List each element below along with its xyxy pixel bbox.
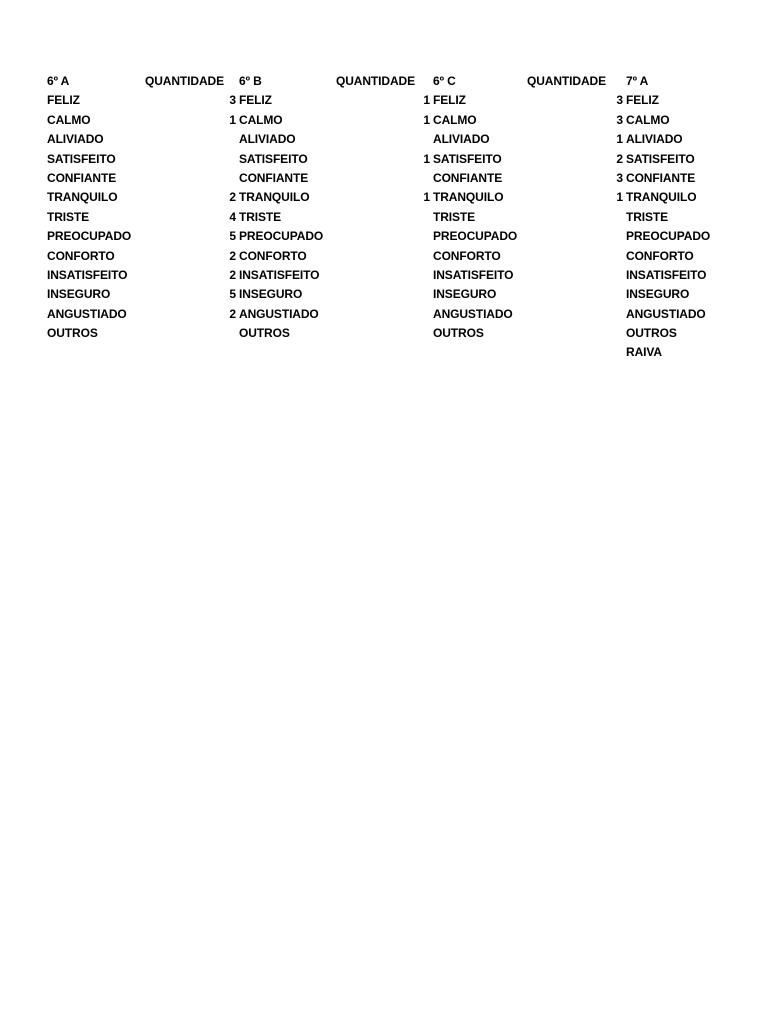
table-row (0, 266, 768, 285)
header-class-7a: 7º A (626, 74, 649, 88)
cell-label-6b: CONFIANTE (239, 170, 309, 185)
cell-quantity-6c: 3 (616, 170, 623, 185)
cell-label-6b: SATISFEITO (239, 151, 308, 166)
cell-label-7a: SATISFEITO (626, 151, 695, 166)
cell-label-6b: OUTROS (239, 326, 290, 341)
cell-label-6c: INSEGURO (433, 287, 497, 302)
cell-quantity-6a: 2 (229, 248, 236, 263)
cell-quantity-6c: 3 (616, 112, 623, 127)
table-row (0, 91, 768, 110)
cell-label-6c: SATISFEITO (433, 151, 502, 166)
cell-label-6b: TRANQUILO (239, 190, 310, 205)
cell-label-6b: PREOCUPADO (239, 229, 324, 244)
header-quantity-6b: QUANTIDADE (336, 74, 415, 88)
cell-label-6a: INSATISFEITO (47, 267, 128, 282)
cell-label-7a: ANGUSTIADO (626, 306, 706, 321)
cell-label-6a: CONFORTO (47, 248, 115, 263)
cell-label-6a: ANGUSTIADO (47, 306, 127, 321)
cell-label-7a: CONFIANTE (626, 170, 696, 185)
cell-label-6c: CONFORTO (433, 248, 501, 263)
cell-label-6b: CONFORTO (239, 248, 307, 263)
cell-label-6c: TRANQUILO (433, 190, 504, 205)
cell-label-6a: INSEGURO (47, 287, 111, 302)
cell-label-7a: INSATISFEITO (626, 267, 707, 282)
cell-label-6c: PREOCUPADO (433, 229, 518, 244)
table-row (0, 130, 768, 149)
cell-label-6c: ALIVIADO (433, 132, 490, 147)
cell-label-7a: PREOCUPADO (626, 229, 711, 244)
cell-label-6c: CALMO (433, 112, 477, 127)
table-body (0, 91, 768, 362)
cell-quantity-6c: 2 (616, 151, 623, 166)
cell-label-6c: INSATISFEITO (433, 267, 514, 282)
cell-label-6c: TRISTE (433, 209, 476, 224)
cell-label-6b: CALMO (239, 112, 283, 127)
cell-label-6a: TRANQUILO (47, 190, 118, 205)
cell-label-6c: CONFIANTE (433, 170, 503, 185)
cell-label-7a: RAIVA (626, 345, 662, 360)
header-quantity-6a: QUANTIDADE (145, 74, 224, 88)
cell-label-6c: OUTROS (433, 326, 484, 341)
cell-label-6c: FELIZ (433, 93, 466, 108)
table-row (0, 188, 768, 207)
table-row (0, 227, 768, 246)
table-row (0, 208, 768, 227)
cell-label-7a: CALMO (626, 112, 670, 127)
header-quantity-6c: QUANTIDADE (527, 74, 606, 88)
cell-quantity-6a: 2 (229, 190, 236, 205)
cell-label-6c: ANGUSTIADO (433, 306, 513, 321)
cell-label-7a: FELIZ (626, 93, 659, 108)
header-row (0, 72, 768, 91)
cell-label-7a: ALIVIADO (626, 132, 683, 147)
cell-quantity-6c: 3 (616, 93, 623, 108)
cell-quantity-6b: 1 (423, 112, 430, 127)
cell-label-6b: ANGUSTIADO (239, 306, 319, 321)
cell-label-7a: TRISTE (626, 209, 669, 224)
header-class-6b: 6º B (239, 74, 262, 88)
table-row (0, 343, 768, 362)
cell-quantity-6a: 5 (229, 287, 236, 302)
cell-label-6b: ALIVIADO (239, 132, 296, 147)
cell-label-6a: TRISTE (47, 209, 90, 224)
cell-label-6a: SATISFEITO (47, 151, 116, 166)
table-row (0, 169, 768, 188)
cell-quantity-6a: 4 (229, 209, 236, 224)
cell-label-6b: TRISTE (239, 209, 282, 224)
table-row (0, 285, 768, 304)
cell-label-6a: PREOCUPADO (47, 229, 132, 244)
cell-label-7a: TRANQUILO (626, 190, 697, 205)
table-row (0, 111, 768, 130)
table-row (0, 247, 768, 266)
cell-label-6a: ALIVIADO (47, 132, 104, 147)
cell-label-6b: FELIZ (239, 93, 272, 108)
cell-label-6a: FELIZ (47, 93, 80, 108)
cell-label-7a: CONFORTO (626, 248, 694, 263)
cell-label-7a: INSEGURO (626, 287, 690, 302)
spreadsheet-sheet (0, 72, 768, 363)
cell-label-6a: OUTROS (47, 326, 98, 341)
cell-quantity-6a: 2 (229, 306, 236, 321)
cell-quantity-6a: 2 (229, 267, 236, 282)
cell-label-6a: CALMO (47, 112, 91, 127)
table-row (0, 150, 768, 169)
cell-quantity-6c: 1 (616, 190, 623, 205)
cell-quantity-6a: 3 (229, 93, 236, 108)
cell-quantity-6a: 5 (229, 229, 236, 244)
cell-quantity-6a: 1 (229, 112, 236, 127)
header-class-6a: 6º A (47, 74, 70, 88)
header-class-6c: 6º C (433, 74, 456, 88)
cell-quantity-6b: 1 (423, 93, 430, 108)
cell-label-6b: INSEGURO (239, 287, 303, 302)
cell-label-6b: INSATISFEITO (239, 267, 320, 282)
cell-quantity-6b: 1 (423, 151, 430, 166)
cell-quantity-6b: 1 (423, 190, 430, 205)
cell-label-7a: OUTROS (626, 326, 677, 341)
table-row (0, 305, 768, 324)
table-row (0, 324, 768, 343)
cell-quantity-6c: 1 (616, 132, 623, 147)
cell-label-6a: CONFIANTE (47, 170, 117, 185)
